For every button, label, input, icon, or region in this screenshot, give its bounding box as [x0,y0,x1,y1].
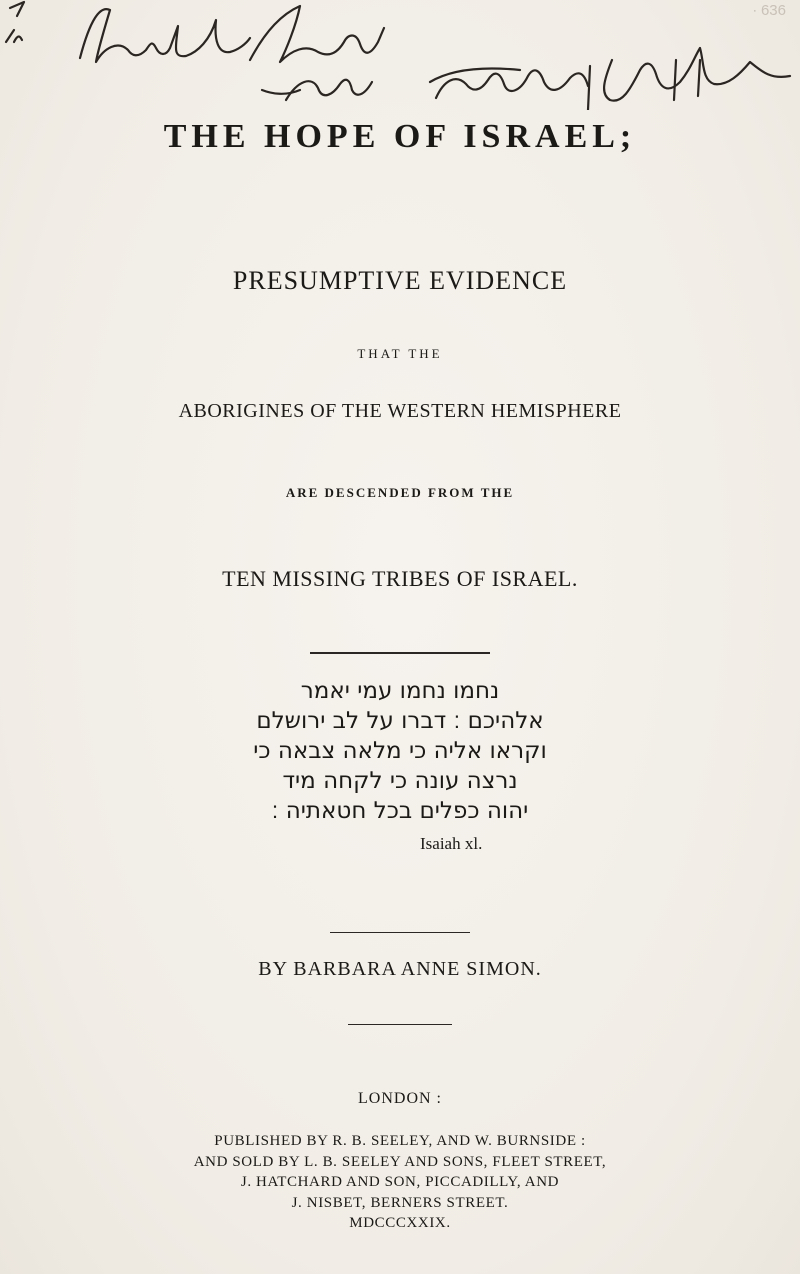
imprint-line: AND SOLD BY L. B. SEELEY AND SONS, FLEET STREET, [193,1153,607,1170]
subtitle-line-that-the: THAT THE [357,346,443,361]
imprint-line: MDCCCXXIX. [349,1215,451,1231]
publication-place: LONDON : [358,1090,442,1107]
hebrew-epigraph [0,676,800,826]
author-line: BY BARBARA ANNE SIMON. [258,958,542,980]
divider-rule-middle [330,932,470,933]
imprint-line: J. NISBET, BERNERS STREET. [291,1194,509,1211]
subtitle-line-tribes: TEN MISSING TRIBES OF ISRAEL. [222,566,578,591]
epigraph-line: נרצה עונה כי לקחה מיד [282,768,518,794]
divider-rule-bottom [348,1024,452,1025]
book-subtitle: PRESUMPTIVE EVIDENCE [232,266,568,295]
library-shelfmark: ∙ 636 [752,2,786,19]
divider-rule-top [310,652,490,654]
imprint-line: PUBLISHED BY R. B. SEELEY, AND W. BURNSIDE : [214,1133,586,1149]
imprint-line: J. HATCHARD AND SON, PICCADILLY, AND [240,1174,560,1190]
subtitle-line-descended: ARE DESCENDED FROM THE [285,485,515,500]
handwritten-inscription [0,0,800,110]
epigraph-citation: Isaiah xl. [420,834,483,853]
epigraph-line: וקראו אליה כי מלאה צבאה כי [253,738,547,764]
subtitle-line-aborigines: ABORIGINES OF THE WESTERN HEMISPHERE [178,400,622,422]
book-title: THE HOPE OF ISRAEL; [163,118,637,155]
imprint-block [0,1131,800,1234]
epigraph-line: נחמו נחמו עמי יאמר [300,678,500,704]
epigraph-line: אלהיכם ׃ דברו על לב ירושלם [256,708,544,734]
epigraph-line: יהוה כפלים בכל חטאתיה ׃ [271,798,529,824]
